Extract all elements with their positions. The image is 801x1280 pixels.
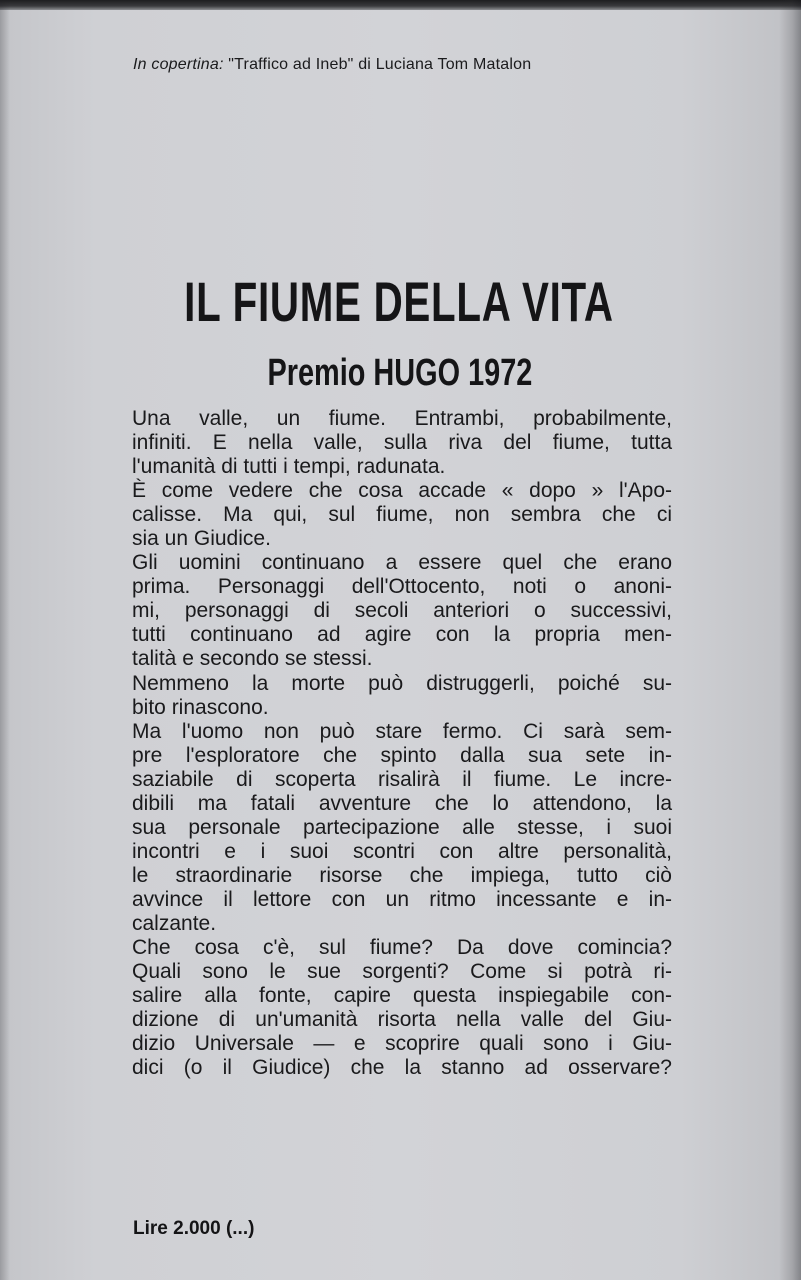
- blurb-line: dibili ma fatali avventure che lo attendono, la: [132, 791, 672, 815]
- blurb-line: Una valle, un fiume. Entrambi, probabilmente,: [132, 407, 672, 430]
- blurb-line: l'umanità di tutti i tempi, radunata.: [132, 455, 446, 479]
- cover-art-credit: [133, 56, 693, 74]
- blurb-line: dici (o il Giudice) che la stanno ad osservare?: [132, 1056, 672, 1080]
- blurb-line: dizione di un'umanità risorta nella valle del Giu-: [132, 1008, 672, 1032]
- blurb-text: [132, 407, 672, 1080]
- blurb-line: Che cosa c'è, sul fiume? Da dove comincia?: [132, 936, 672, 960]
- blurb-line: Gli uomini continuano a essere quel che erano: [132, 551, 672, 575]
- blurb-line: sua personale partecipazione alle stesse, i suoi: [132, 815, 672, 839]
- blurb-line: calisse. Ma qui, sul fiume, non sembra che ci: [132, 503, 672, 527]
- blurb-line: Quali sono le sue sorgenti? Come si potrà ri-: [132, 960, 672, 984]
- book-title: IL FIUME DELLA VITA: [184, 270, 614, 333]
- blurb-line: tutti continuano ad agire con la propria men-: [132, 623, 672, 647]
- price-label: Lire 2.000 (...): [133, 1218, 255, 1239]
- blurb-line: incontri e i suoi scontri con altre personalità,: [132, 839, 672, 863]
- cover-credit-lead: In copertina:: [133, 56, 224, 73]
- blurb-line: calzante.: [132, 911, 217, 935]
- blurb-line: talità e secondo se stessi.: [132, 647, 373, 671]
- blurb-line: bito rinascono.: [132, 695, 269, 719]
- blurb-line: salire alla fonte, capire questa inspiegabile con-: [132, 984, 672, 1008]
- blurb-line: infiniti. E nella valle, sulla riva del fiume, tutta: [132, 431, 672, 455]
- blurb-line: dizio Universale — e scoprire quali sono i Giu-: [132, 1032, 672, 1056]
- cover-left-edge: [0, 0, 10, 1280]
- cover-top-edge: [0, 0, 801, 10]
- cover-right-edge: [779, 0, 801, 1280]
- blurb-line: mi, personaggi di secoli anteriori o successivi,: [132, 599, 672, 623]
- blurb-line: Ma l'uomo non può stare fermo. Ci sarà sem-: [132, 719, 672, 743]
- blurb-line: avvince il lettore con un ritmo incessante e in-: [132, 887, 672, 911]
- blurb-line: Nemmeno la morte può distruggerli, poiché su-: [132, 671, 672, 695]
- award-subtitle: Premio HUGO 1972: [267, 352, 533, 394]
- blurb-line: pre l'esploratore che spinto dalla sua sete in-: [132, 743, 672, 767]
- blurb-line: prima. Personaggi dell'Ottocento, noti o anoni-: [132, 575, 672, 599]
- blurb-line: saziabile di scoperta risalirà il fiume. Le incre-: [132, 767, 672, 791]
- blurb-line: le straordinarie risorse che impiega, tutto ciò: [132, 863, 672, 887]
- cover-credit-text: "Traffico ad Ineb" di Luciana Tom Matalon: [223, 56, 532, 73]
- blurb-line: È come vedere che cosa accade « dopo » l'Apo-: [132, 479, 672, 503]
- blurb-line: sia un Giudice.: [132, 527, 271, 551]
